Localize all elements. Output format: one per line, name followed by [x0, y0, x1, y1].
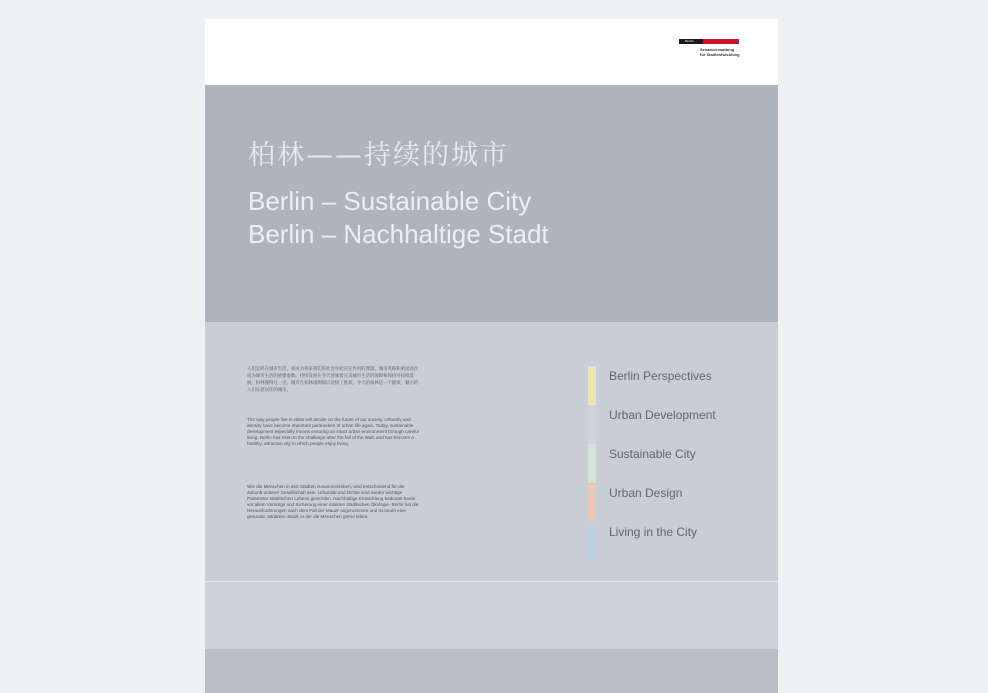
title-english: Berlin – Sustainable City — [248, 186, 532, 216]
nav-item-label: Sustainable City — [609, 447, 696, 461]
hero-section — [205, 85, 778, 322]
nav-item-urban-development[interactable] — [588, 405, 768, 444]
nav-item-label: Berlin Perspectives — [609, 369, 712, 383]
logo-line-1: Senatsverwaltung — [700, 47, 735, 52]
nav-item-sustainable-city[interactable] — [588, 444, 768, 483]
intro-section — [205, 322, 778, 581]
intro-text-chinese: 人们怎样在城市生活，将成为将来我们的社会中起决定作用的课题。城市风格和密度再次成为城市生活的重要参数。持续发展在今天意味着完美城市生活的保障和保持可持续发展。柏林懂得这一点，城市在柏林墙倒塌后迎接了挑战，今天的柏林是一个健康、魅力的人们乐意居住的城市。 — [247, 367, 419, 393]
intro-text-german: Wie die Menschen in den Städten zusammenleben, wird entscheidend für die Zukunft unserer Gesellschaft sein. Urbanität und Dichte sind wieder wichtige Parameter städtischen Lebens geworden. Nachhaltige Entwicklung bedeutet heute vor allem Vorsorge und Sicherung einer intakten städtischen Ökologie. Berlin hat die Herausforderungen nach dem Fall der Mauer angenommen und ist heute eine gesunde, attraktive Stadt, in der die Menschen gerne leben. — [247, 484, 419, 519]
nav-item-urban-design[interactable] — [588, 483, 768, 522]
nav-item-label: Living in the City — [609, 525, 698, 539]
nav-swatch — [588, 444, 596, 483]
topic-nav — [588, 366, 768, 561]
header-bar — [205, 19, 778, 85]
intro-text-english: The way people live in cities will decide on the future of our society. Urbanity and density have become important parameters of urban life again. Today, sustainable development especially means ensuring an intact urban environment through careful living. Berlin has risen to the challenge after the fall of the Wall, and has become a healthy, attractive city in which people enjoy living. — [247, 417, 419, 446]
nav-item-label: Urban Design — [609, 486, 683, 500]
logo-subtitle — [700, 47, 740, 57]
title-chinese: 柏林——持续的城市 — [248, 140, 509, 171]
footer-band-light — [205, 582, 778, 649]
logo-bar-text: Berlin — [685, 39, 694, 43]
nav-item-berlin-perspectives[interactable] — [588, 366, 768, 405]
nav-item-living-in-the-city[interactable] — [588, 522, 768, 561]
footer-band-dark — [205, 649, 778, 693]
title-block — [248, 185, 549, 251]
nav-swatch — [588, 483, 596, 522]
title-german: Berlin – Nachhaltige Stadt — [248, 219, 549, 249]
nav-item-label: Urban Development — [609, 408, 716, 422]
senate-logo[interactable] — [679, 39, 741, 63]
brochure-page — [205, 19, 778, 693]
logo-line-2: für Stadtentwicklung — [700, 52, 740, 57]
nav-swatch — [588, 366, 596, 405]
nav-swatch — [588, 522, 596, 561]
logo-bar — [679, 39, 739, 44]
nav-swatch — [588, 405, 596, 444]
